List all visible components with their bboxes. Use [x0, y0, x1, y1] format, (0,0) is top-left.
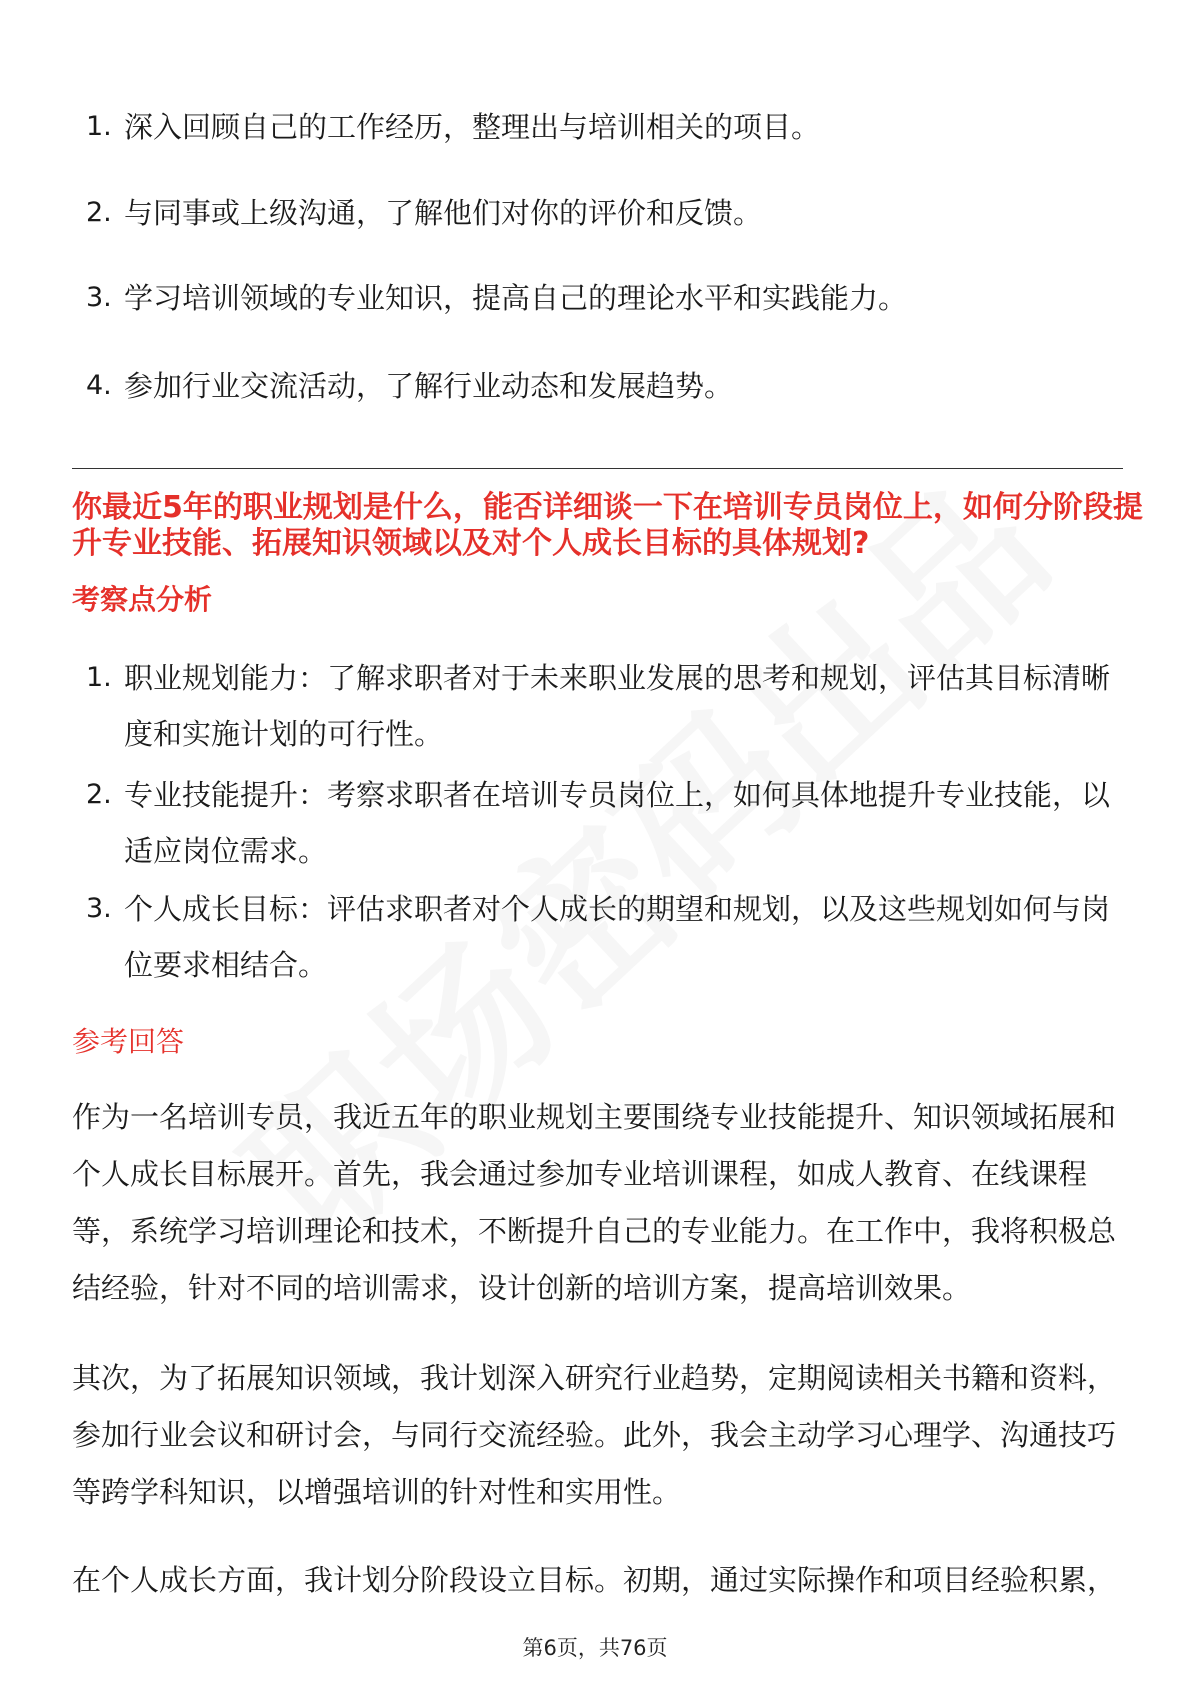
analysis-item-line: 度和实施计划的可行性。 — [124, 717, 444, 751]
list-item-number: 2. — [86, 197, 112, 228]
analysis-item-line: 个人成长目标：评估求职者对个人成长的期望和规划，以及这些规划如何与岗 — [124, 892, 1111, 926]
list-item-text: 参加行业交流活动，了解行业动态和发展趋势。 — [124, 369, 734, 403]
question-line: 你最近5年的职业规划是什么，能否详细谈一下在培训专员岗位上，如何分阶段提 — [72, 490, 1143, 525]
paragraph-line: 结经验，针对不同的培训需求，设计创新的培训方案，提高培训效果。 — [72, 1271, 972, 1305]
paragraph-line: 个人成长目标展开。首先，我会通过参加专业培训课程，如成人教育、在线课程 — [72, 1157, 1088, 1191]
analysis-item-line: 适应岗位需求。 — [124, 834, 328, 868]
section-divider — [72, 468, 1123, 469]
analysis-item-line: 位要求相结合。 — [124, 948, 328, 982]
analysis-item-number: 2. — [86, 779, 112, 810]
paragraph-line: 在个人成长方面，我计划分阶段设立目标。初期，通过实际操作和项目经验积累， — [72, 1563, 1117, 1597]
list-item — [0, 107, 1190, 147]
answer-paragraph — [72, 1350, 1116, 1521]
list-item — [0, 193, 1190, 233]
list-item-number: 3. — [86, 282, 112, 313]
list-item-number: 4. — [86, 370, 112, 401]
analysis-item-line: 专业技能提升：考察求职者在培训专员岗位上，如何具体地提升专业技能，以 — [124, 778, 1111, 812]
answer-paragraph — [72, 1552, 1116, 1609]
question-line: 升专业技能、拓展知识领域以及对个人成长目标的具体规划? — [72, 526, 870, 561]
paragraph-line: 等跨学科知识，以增强培训的针对性和实用性。 — [72, 1475, 682, 1509]
analysis-title: 考察点分析 — [72, 583, 213, 616]
list-item — [0, 278, 1190, 318]
analysis-item-text — [124, 650, 1110, 762]
analysis-item-line: 职业规划能力：了解求职者对于未来职业发展的思考和规划，评估其目标清晰 — [124, 661, 1111, 695]
paragraph-line: 等，系统学习培训理论和技术，不断提升自己的专业能力。在工作中，我将积极总 — [72, 1214, 1117, 1248]
answer-paragraph — [72, 1089, 1116, 1317]
analysis-item-text — [124, 881, 1110, 993]
analysis-item-number: 3. — [86, 893, 112, 924]
paragraph-line: 其次，为了拓展知识领域，我计划深入研究行业趋势，定期阅读相关书籍和资料， — [72, 1361, 1117, 1395]
paragraph-line: 作为一名培训专员，我近五年的职业规划主要围绕专业技能提升、知识领域拓展和 — [72, 1100, 1117, 1134]
list-item — [0, 366, 1190, 406]
list-item-text: 学习培训领域的专业知识，提高自己的理论水平和实践能力。 — [124, 281, 908, 315]
page-number: 第6页，共76页 — [522, 1636, 668, 1660]
list-item-number: 1. — [86, 111, 112, 142]
paragraph-line: 参加行业会议和研讨会，与同行交流经验。此外，我会主动学习心理学、沟通技巧 — [72, 1418, 1117, 1452]
list-item-text: 与同事或上级沟通，了解他们对你的评价和反馈。 — [124, 196, 763, 230]
analysis-item-number: 1. — [86, 662, 112, 693]
answer-title: 参考回答 — [72, 1025, 185, 1058]
question-heading — [72, 490, 1143, 562]
analysis-item-text — [124, 767, 1110, 879]
list-item-text: 深入回顾自己的工作经历，整理出与培训相关的项目。 — [124, 110, 821, 144]
